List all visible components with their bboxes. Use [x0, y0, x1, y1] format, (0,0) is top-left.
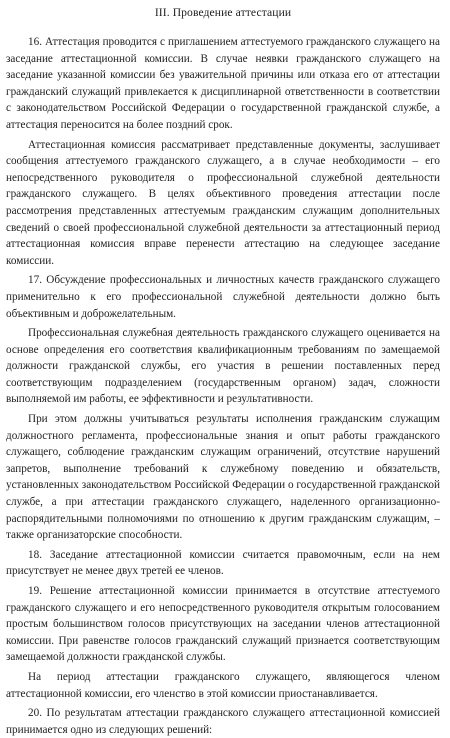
paragraph-19: 19. Решение аттестационной комиссии принимается в отсутствие аттестуемого гражданского служащего и его непосредственного руководителя открытым голосованием простым большинством голосов присутствующих на заседании членов аттестационной комиссии. При равенстве голосов гражданский служащий признается соответствующим замещаемой должности гражданской службы. [6, 585, 440, 664]
paragraph-16-commission-review: Аттестационная комиссия рассматривает представленные документы, заслушивает сообщения аттестуемого гражданского служащего, а в случае необходимости – его непосредственного руководителя о профессиональной служебной деятельности гражданского служащего. В целях объективного проведения аттестации после рассмотрения представленных аттестуемым гражданским служащим дополнительных сведений о своей профессиональной служебной деятельности за аттестационный период аттестационная комиссия вправе перенести аттестацию на следующее заседание комиссии. [6, 138, 440, 267]
paragraph-16: 16. Аттестация проводится с приглашением аттестуемого гражданского служащего на заседание аттестационной комиссии. В случае неявки гражданского служащего на заседание указанной комиссии без уважительной причины или отказа его от аттестации гражданский служащий привлекается к дисциплинарной ответственности в соответствии с законодательством Российской Федерации о государственной гражданской службе, а аттестация переносится на более поздний срок. [6, 36, 440, 131]
paragraph-20: 20. По результатам аттестации гражданского служащего аттестационной комиссией принимается одно из следующих решений: [6, 707, 440, 736]
paragraph-19-membership: На период аттестации гражданского служащего, являющегося членом аттестационной комиссии, его членство в этой комиссии приостанавливается. [6, 670, 440, 700]
paragraph-17-evaluation: Профессиональная служебная деятельность гражданского служащего оценивается на основе определения его соответствия квалификационным требованиям по замещаемой должности гражданской службы, его участия в решении поставленных перед соответствующим подразделением (государственным органом) задач, сложности выполняемой им работы, ее эффективности и результативности. [6, 327, 440, 406]
paragraph-17-criteria: При этом должны учитываться результаты исполнения гражданским служащим должностного регламента, профессиональные знания и опыт работы гражданского служащего, соблюдение гражданским служащим ограничений, отсутствие нарушений запретов, выполнение требований к служебному поведению и обязательств, установленных законодательством Российской Федерации о государственной гражданской службе, а при аттестации гражданского служащего, наделенного организационно-распорядительными полномочиями по отношению к другим гражданским служащим, – также организаторские способности. [6, 413, 440, 542]
paragraph-18: 18. Заседание аттестационной комиссии считается правомочным, если на нем присутствует не менее двух третей ее членов. [6, 548, 440, 578]
section-title: III. Проведение аттестации [154, 6, 292, 19]
paragraph-17: 17. Обсуждение профессиональных и личностных качеств гражданского служащего применительно к его профессиональной служебной деятельности должно быть объективным и доброжелательным. [6, 274, 440, 320]
